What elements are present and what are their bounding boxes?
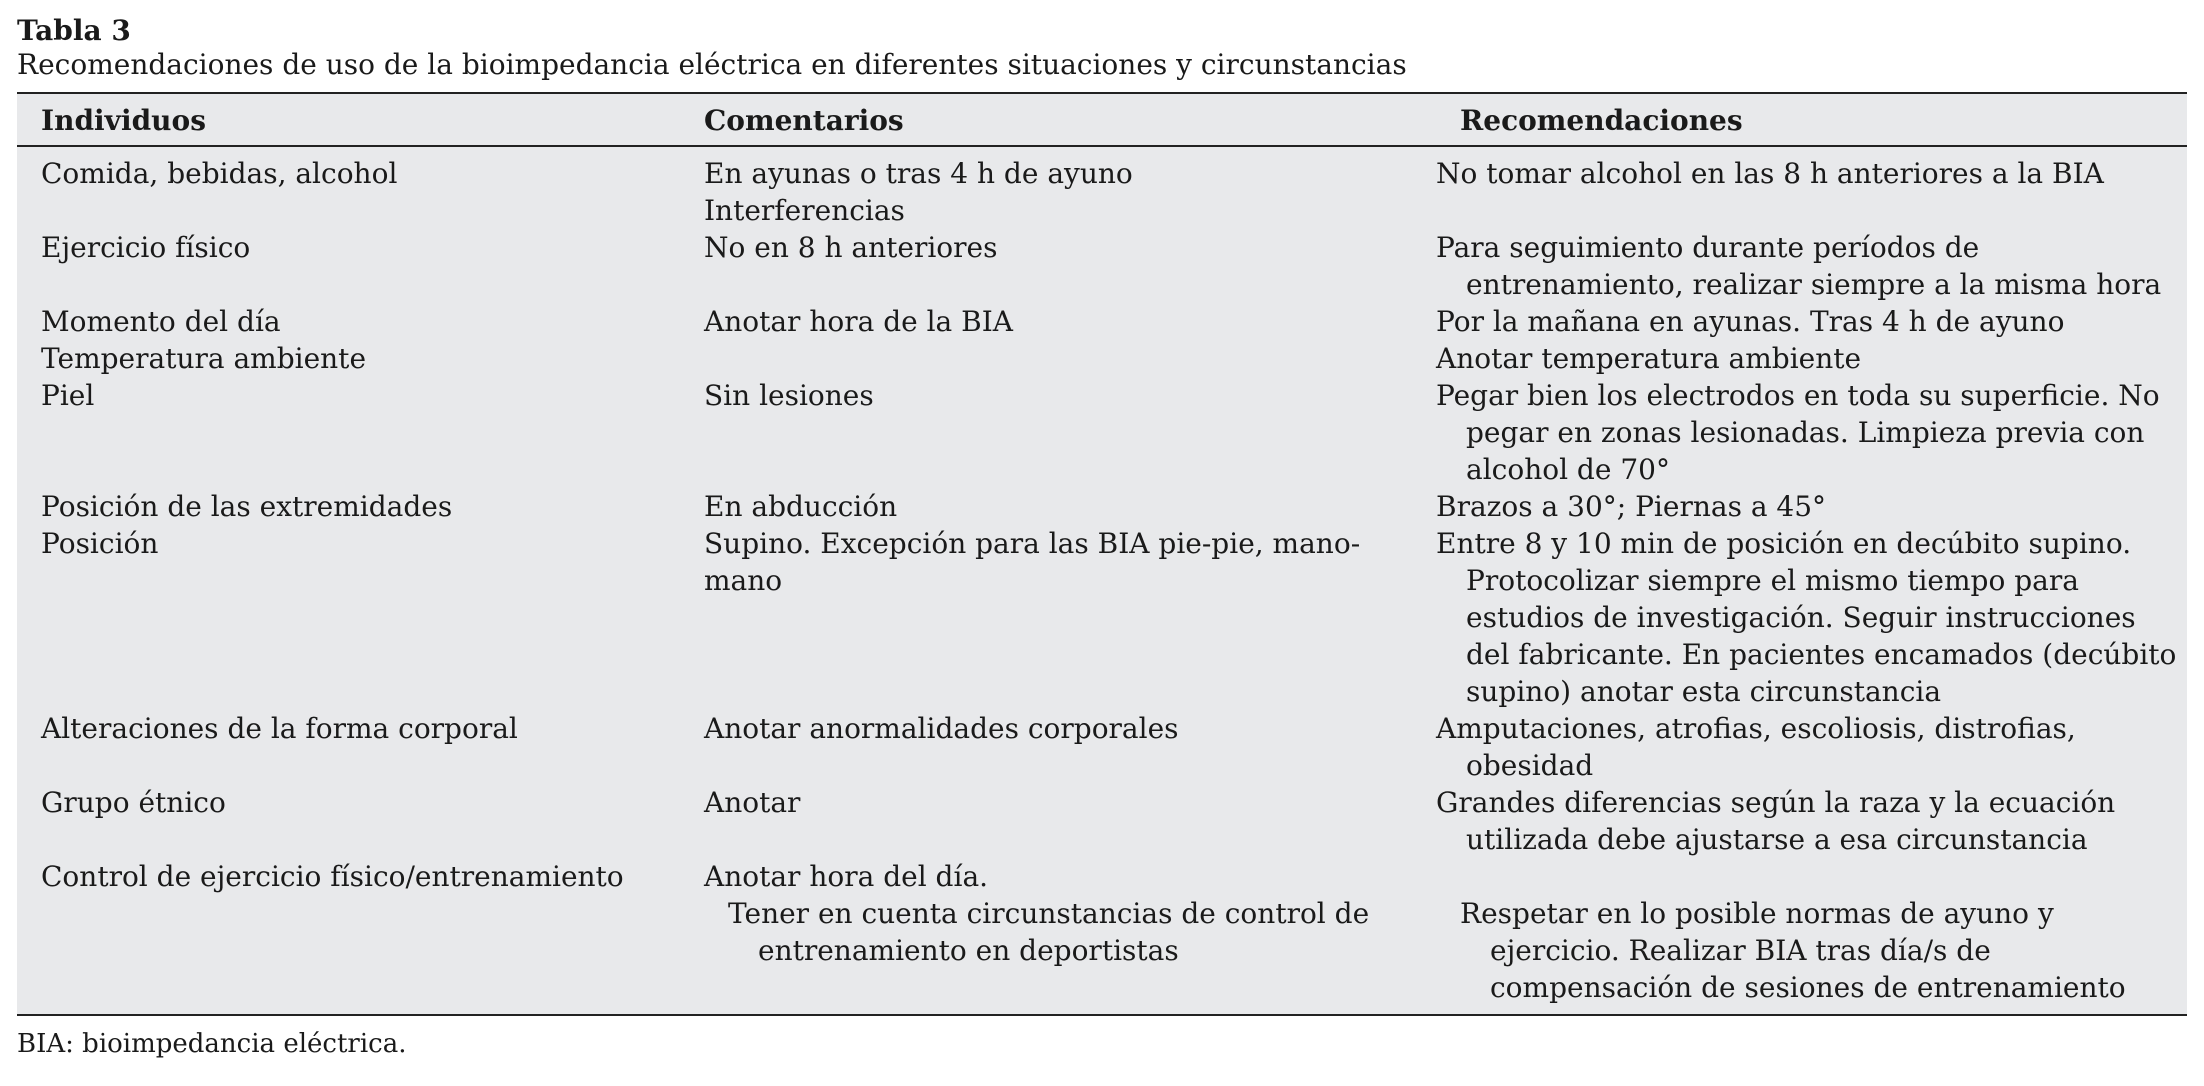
cell-individuo: Momento del día [41,305,281,338]
cell-recomendacion: Brazos a 30°; Piernas a 45° [1436,490,1827,523]
cell-comentario: Anotar [704,786,801,819]
cell-individuo: Comida, bebidas, alcohol [41,157,398,190]
cell-recomendacion: Entre 8 y 10 min de posición en decúbito supino. Protocolizar siempre el mismo tiempo para estudios de investigación. Seguir instrucciones del fabricante. En pacientes encamados (decúbito supino) anotar esta circunstancia [1436,527,2177,708]
table-header-row [17,94,2187,146]
comentario-line: En ayunas o tras 4 h de ayuno [704,157,1133,190]
table-row [17,525,2187,710]
cell-individuo: Piel [41,379,95,412]
cell-individuo: Grupo étnico [41,786,226,819]
table-row [17,229,2187,303]
cell-comentario: Anotar hora de la BIA [704,305,1014,338]
cell-individuo: Ejercicio físico [41,231,251,264]
cell-comentario: Anotar anormalidades corporales [704,712,1179,745]
comentario-line: Anotar hora del día. [704,860,989,893]
cell-recomendacion: Amputaciones, atrofias, escoliosis, distrofias, obesidad [1436,712,2076,782]
cell-recomendacion: Anotar temperatura ambiente [1436,342,1862,375]
cell-comentario [680,858,1436,1014]
cell-comentario: En abducción [704,490,898,523]
cell-recomendacion: Para seguimiento durante períodos de entrenamiento, realizar siempre a la misma hora [1436,231,2162,301]
table-label: Tabla 3 [17,14,131,47]
comentario-extra: Interferencias [704,194,905,227]
recomendacion-line: Respetar en lo posible normas de ayuno y ejercicio. Realizar BIA tras día/s de compensación de sesiones de entrenamiento [1460,897,2126,1004]
cell-comentario [680,146,1436,229]
table-row [17,784,2187,858]
spacer [1460,858,2187,895]
cell-individuo: Control de ejercicio físico/entrenamiento [41,860,624,893]
cell-individuo: Posición de las extremidades [41,490,453,523]
cell-recomendacion: Pegar bien los electrodos en toda su superficie. No pegar en zonas lesionadas. Limpieza previa con alcohol de 70° [1436,379,2160,486]
cell-comentario: Sin lesiones [704,379,874,412]
table-row [17,303,2187,340]
header-individuos: Individuos [17,94,680,146]
table-row [17,340,2187,377]
cell-recomendacion: Grandes diferencias según la raza y la ecuación utilizada debe ajustarse a esa circunstancia [1436,786,2116,856]
table-row [17,488,2187,525]
table-row [17,710,2187,784]
table-row [17,858,2187,1014]
table-figure [17,14,2187,1086]
cell-comentario: No en 8 h anteriores [704,231,998,264]
table-container [17,92,2187,1016]
header-comentarios: Comentarios [680,94,1436,146]
table-row [17,377,2187,488]
cell-individuo: Alteraciones de la forma corporal [41,712,518,745]
comentario-extra: Tener en cuenta circunstancias de control de entrenamiento en deportistas [728,897,1370,967]
cell-comentario [680,340,1436,377]
table-row [17,146,2187,229]
table-caption: Recomendaciones de uso de la bioimpedancia eléctrica en diferentes situaciones y circunstancias [17,48,1407,81]
table-footnote: BIA: bioimpedancia eléctrica. [17,1029,407,1059]
cell-recomendacion: Por la mañana en ayunas. Tras 4 h de ayuno [1436,305,2065,338]
cell-individuo: Posición [41,527,159,560]
cell-comentario: Supino. Excepción para las BIA pie-pie, mano-mano [704,527,1361,597]
recommendations-table [17,94,2187,1014]
cell-recomendacion [1436,858,2187,1014]
header-recomendaciones: Recomendaciones [1436,94,2187,146]
cell-recomendacion: No tomar alcohol en las 8 h anteriores a la BIA [1436,157,2104,190]
cell-individuo: Temperatura ambiente [41,342,367,375]
